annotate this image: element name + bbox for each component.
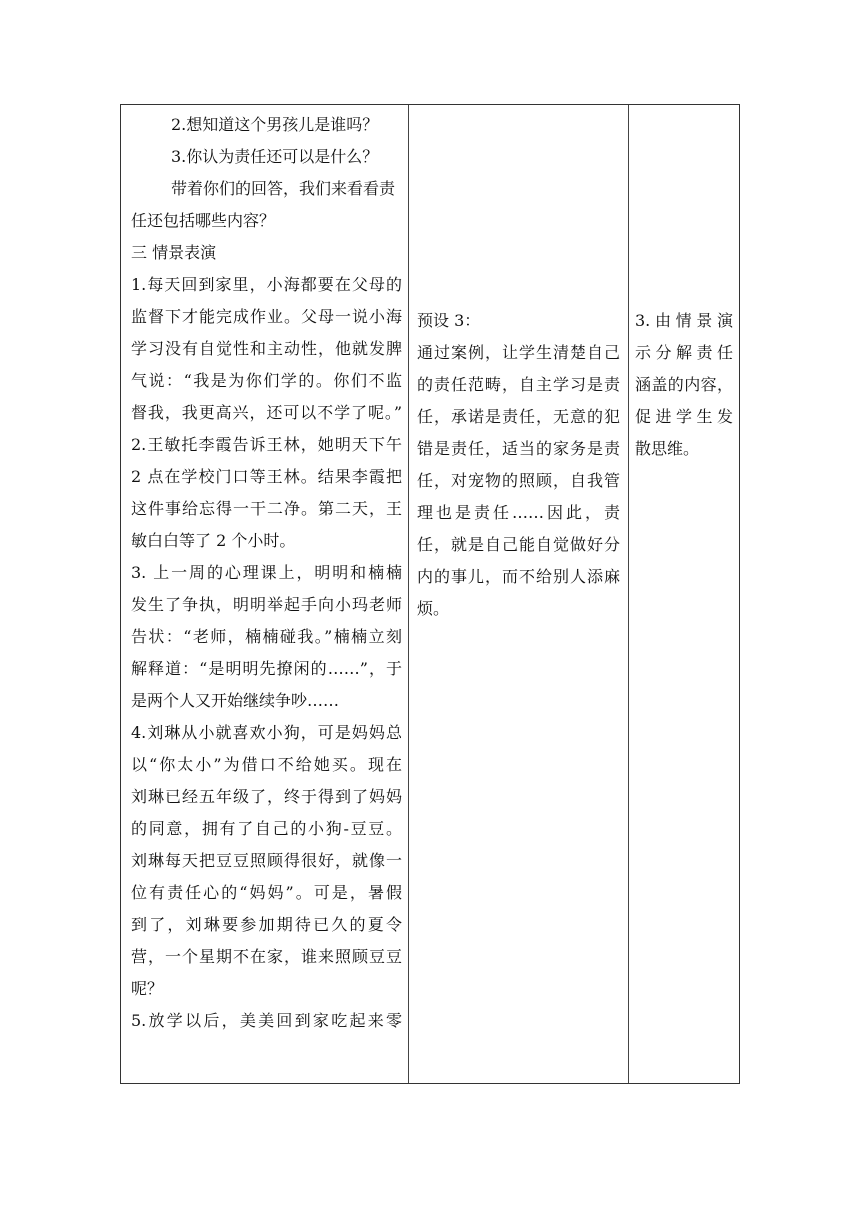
body-line: 通过案例，让学生清楚自己 bbox=[417, 343, 620, 362]
design-intent-column bbox=[629, 105, 739, 1083]
body-line: 气说：“我是为你们学的。你们不监 bbox=[131, 371, 402, 390]
body-line: 4.刘琳从小就喜欢小狗，可是妈妈总 bbox=[131, 723, 402, 742]
body-line: 是两个人又开始继续争吵…… bbox=[131, 691, 340, 710]
body-line: 督我，我更高兴，还可以不学了呢。” bbox=[131, 403, 402, 422]
body-line: 解释道：“是明明先撩闲的……”，于 bbox=[131, 659, 402, 678]
lesson-plan-table bbox=[120, 104, 740, 1084]
body-line: 刘琳每天把豆豆照顾得很好，就像一 bbox=[131, 851, 402, 870]
body-line: 以“你太小”为借口不给她买。现在 bbox=[131, 755, 402, 774]
body-line: 理也是责任……因此，责 bbox=[417, 503, 620, 522]
body-line: 3.由情景演 bbox=[635, 311, 733, 330]
body-line: 错是责任，适当的家务是责 bbox=[417, 439, 620, 458]
body-line: 促进学生发 bbox=[635, 407, 733, 426]
body-line: 2.王敏托李霞告诉王林，她明天下午 bbox=[131, 435, 402, 454]
body-line: 敏白白等了 2 个小时。 bbox=[131, 531, 296, 550]
body-line: 涵盖的内容， bbox=[635, 375, 733, 394]
body-line: 呢？ bbox=[131, 979, 164, 998]
body-line: 3. 上一周的心理课上，明明和楠楠 bbox=[131, 563, 402, 582]
body-line: 的同意，拥有了自己的小狗-豆豆。 bbox=[131, 819, 402, 838]
body-line: 内的事儿，而不给别人添麻 bbox=[417, 567, 620, 586]
body-line: 监督下才能完成作业。父母一说小海 bbox=[131, 307, 402, 326]
preset-label: 预设 3： bbox=[417, 311, 481, 330]
body-line: 5.放学以后，美美回到家吃起来零 bbox=[131, 1011, 402, 1030]
question-line: 2.想知道这个男孩儿是谁吗？ bbox=[171, 115, 379, 134]
body-line: 这件事给忘得一干二净。第二天，王 bbox=[131, 499, 402, 518]
body-line: 散思维。 bbox=[635, 439, 700, 458]
body-line: 任，就是自己能自觉做好分 bbox=[417, 535, 620, 554]
body-line: 烦。 bbox=[417, 599, 450, 618]
body-line: 1.每天回到家里，小海都要在父母的 bbox=[131, 275, 402, 294]
body-line: 任还包括哪些内容？ bbox=[131, 211, 276, 230]
body-line: 刘琳已经五年级了，终于得到了妈妈 bbox=[131, 787, 402, 806]
section-heading: 三 情景表演 bbox=[131, 243, 217, 262]
teaching-process-column bbox=[121, 105, 409, 1083]
body-line: 告状：“老师，楠楠碰我。”楠楠立刻 bbox=[131, 627, 402, 646]
question-line: 3.你认为责任还可以是什么？ bbox=[171, 147, 379, 166]
body-line: 任，对宠物的照顾，自我管 bbox=[417, 471, 620, 490]
body-line: 营，一个星期不在家，谁来照顾豆豆 bbox=[131, 947, 402, 966]
student-activity-column bbox=[409, 105, 629, 1083]
body-line: 任，承诺是责任，无意的犯 bbox=[417, 407, 620, 426]
body-line: 示分解责任 bbox=[635, 343, 733, 362]
body-line: 学习没有自觉性和主动性，他就发脾 bbox=[131, 339, 402, 358]
body-line: 发生了争执，明明举起手向小玛老师 bbox=[131, 595, 402, 614]
body-line: 的责任范畴，自主学习是责 bbox=[417, 375, 620, 394]
body-line: 到了，刘琳要参加期待已久的夏令 bbox=[131, 915, 402, 934]
body-line: 带着你们的回答，我们来看看责 bbox=[171, 179, 396, 198]
body-line: 2 点在学校门口等王林。结果李霞把 bbox=[131, 467, 402, 486]
body-line: 位有责任心的“妈妈”。可是，暑假 bbox=[131, 883, 402, 902]
